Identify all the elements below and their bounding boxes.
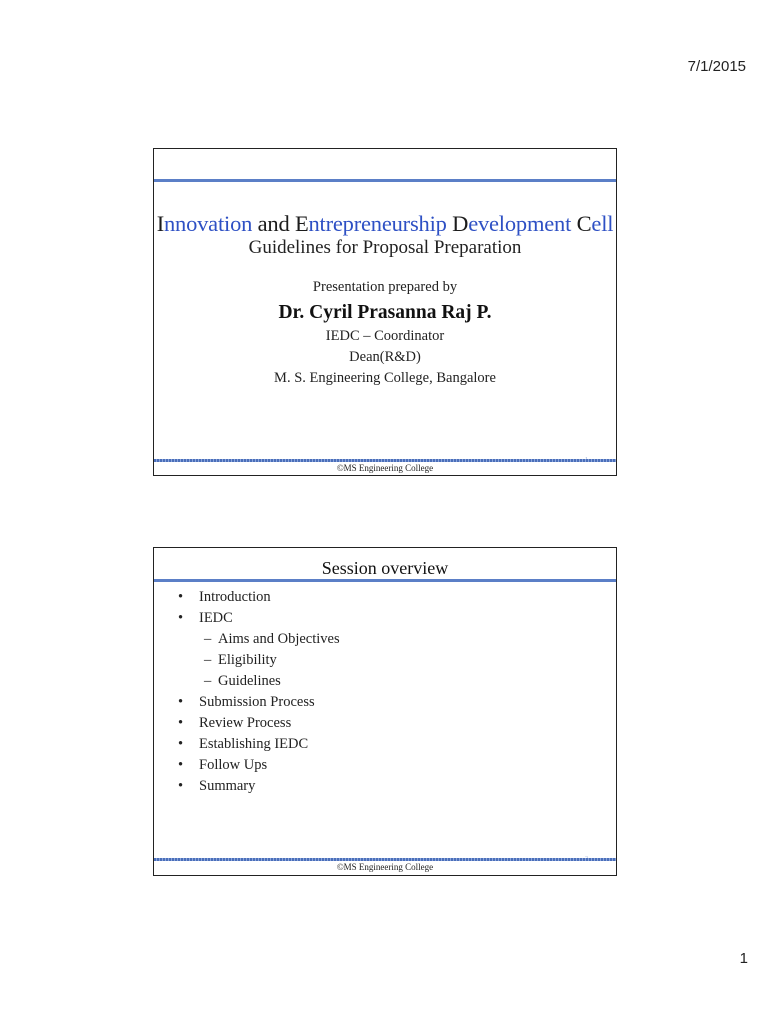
session-overview-list [178, 587, 340, 797]
slide-1-title [154, 211, 616, 237]
slide-1-top-rule [154, 179, 616, 182]
title-word-entrepreneurship: Entrepreneurship [294, 211, 447, 236]
page-number: 1 [739, 950, 748, 967]
list-item: • IEDC [178, 608, 340, 629]
slide-2-title: Session overview [321, 558, 449, 578]
slide-2 [153, 547, 617, 876]
list-item: • Review Process [178, 713, 340, 734]
slide-2-top-rule [154, 579, 616, 582]
slide-1-footer: ©MS Engineering College [336, 463, 434, 473]
prepared-by-label: Presentation prepared by [312, 279, 458, 295]
slide-1 [153, 148, 617, 476]
presenter-institution: M. S. Engineering College, Bangalore [274, 370, 496, 386]
list-item: – Aims and Objectives [178, 629, 340, 650]
title-word-and: and [252, 211, 295, 236]
title-word-development: Development [452, 211, 572, 236]
presenter-name: Dr. Cyril Prasanna Raj P. [278, 302, 492, 323]
list-item: • Follow Ups [178, 755, 340, 776]
title-word-cell: Cell [576, 211, 614, 236]
page-date: 7/1/2015 [687, 58, 746, 75]
list-item: • Establishing IEDC [178, 734, 340, 755]
presenter-role: IEDC – Coordinator [325, 328, 445, 344]
list-item: • Introduction [178, 587, 340, 608]
list-item: – Guidelines [178, 671, 340, 692]
title-word-innovation: Innovation [156, 211, 253, 236]
list-item: • Summary [178, 776, 340, 797]
slide-1-bottom-rule [154, 459, 616, 462]
slide-2-bottom-rule [154, 858, 616, 861]
slide-2-footer: ©MS Engineering College [336, 862, 434, 872]
list-item: • Submission Process [178, 692, 340, 713]
slide-1-subtitle: Guidelines for Proposal Preparation [248, 237, 522, 258]
presenter-designation: Dean(R&D) [349, 349, 421, 365]
list-item: – Eligibility [178, 650, 340, 671]
